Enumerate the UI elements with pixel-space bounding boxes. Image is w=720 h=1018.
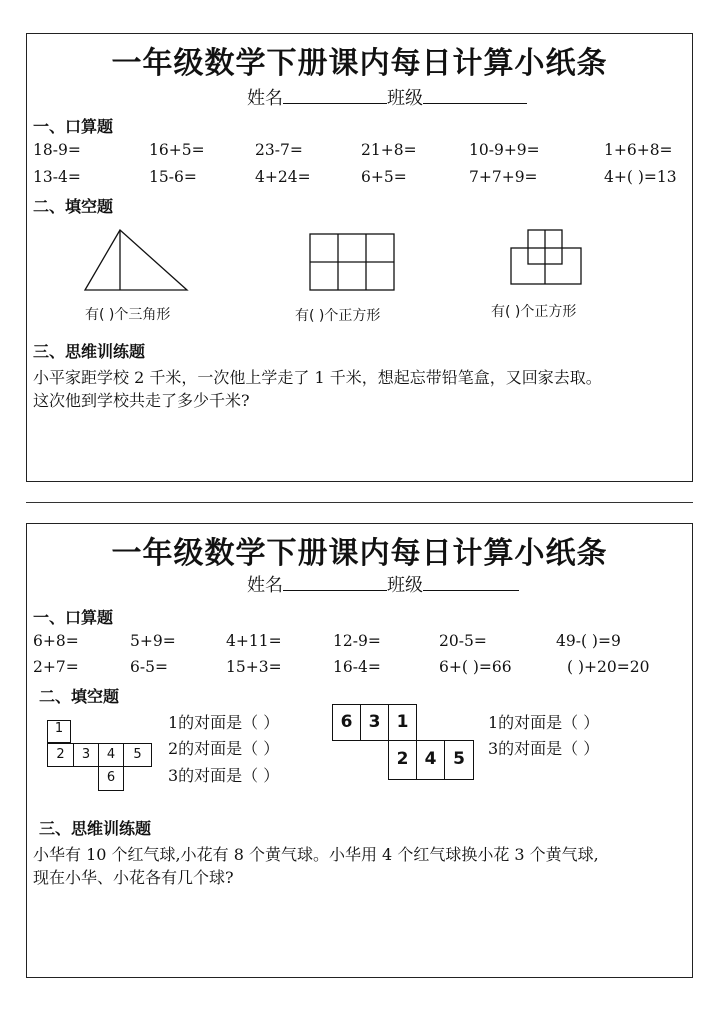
grid-squares-figure [308, 232, 398, 292]
cube-face: 1 [47, 720, 71, 743]
name-field[interactable] [283, 574, 387, 591]
name-field[interactable] [283, 87, 387, 104]
problem-text: 这次他到学校共走了多少千米? [33, 391, 250, 410]
cube-face: 5 [123, 743, 152, 767]
cube-face: 5 [444, 740, 474, 780]
figure-label: 有( )个正方形 [491, 304, 577, 320]
equation: 4+24= [255, 168, 311, 186]
cube-face: 1 [388, 704, 417, 741]
name-class-line [247, 571, 519, 597]
name-label: 姓名 [247, 88, 283, 109]
equation: 13-4= [33, 168, 81, 186]
cube-face: 4 [98, 743, 124, 767]
equation: 23-7= [255, 141, 303, 159]
equation: 16+5= [149, 141, 205, 159]
worksheet-card-2 [26, 523, 693, 978]
section-thinking-heading: 三、思维训练题 [33, 342, 146, 361]
cube-face: 2 [388, 740, 417, 780]
equation: 4+11= [226, 632, 282, 650]
cube-face: 4 [416, 740, 445, 780]
triangle-figure [83, 228, 191, 292]
class-label: 班级 [387, 88, 423, 109]
name-class-line [247, 84, 527, 110]
name-label: 姓名 [247, 575, 283, 596]
net-question: 2的对面是（ ） [168, 739, 280, 758]
net-question: 1的对面是（ ） [168, 713, 280, 732]
card-title: 一年级数学下册课内每日计算小纸条 [111, 46, 608, 81]
equation: 5+9= [130, 632, 176, 650]
cube-face: 6 [98, 766, 124, 791]
equation: ( )+20=20 [567, 658, 650, 676]
equation: 16-4= [333, 658, 381, 676]
equation: 49-( )=9 [556, 632, 621, 650]
equation: 21+8= [361, 141, 417, 159]
equation: 12-9= [333, 632, 381, 650]
section-oral-heading: 一、口算题 [33, 117, 114, 136]
problem-text: 现在小华、小花各有几个球? [33, 868, 234, 887]
cube-face: 3 [73, 743, 99, 767]
equation: 2+7= [33, 658, 79, 676]
class-field[interactable] [423, 87, 527, 104]
net-question: 1的对面是（ ） [488, 713, 600, 732]
cube-face: 2 [47, 743, 74, 767]
section-oral-heading: 一、口算题 [33, 608, 114, 627]
card-title: 一年级数学下册课内每日计算小纸条 [111, 536, 608, 571]
equation: 6+5= [361, 168, 407, 186]
worksheet-card-1 [26, 33, 693, 482]
equation: 20-5= [439, 632, 487, 650]
divider-line [26, 502, 693, 503]
figure-label: 有( )个三角形 [85, 307, 171, 323]
net-question: 3的对面是（ ） [168, 766, 280, 785]
cube-face: 3 [360, 704, 389, 741]
cube-face: 6 [332, 704, 361, 741]
overlap-squares-figure [508, 228, 584, 288]
section-fill-heading: 二、填空题 [39, 687, 120, 706]
net-question: 3的对面是（ ） [488, 739, 600, 758]
equation: 1+6+8= [604, 141, 673, 159]
section-fill-heading: 二、填空题 [33, 197, 114, 216]
equation: 15+3= [226, 658, 282, 676]
section-thinking-heading: 三、思维训练题 [39, 819, 152, 838]
problem-text: 小平家距学校 2 千米，一次他上学走了 1 千米，想起忘带铅笔盒，又回家去取。 [33, 368, 602, 387]
equation: 6+8= [33, 632, 79, 650]
class-field[interactable] [423, 574, 519, 591]
equation: 15-6= [149, 168, 197, 186]
equation: 18-9= [33, 141, 81, 159]
equation: 7+7+9= [469, 168, 538, 186]
equation: 6-5= [130, 658, 168, 676]
figure-label: 有( )个正方形 [295, 308, 381, 324]
equation: 6+( )=66 [439, 658, 512, 676]
equation: 4+( )=13 [604, 168, 677, 186]
class-label: 班级 [387, 575, 423, 596]
problem-text: 小华有 10 个红气球,小花有 8 个黄气球。小华用 4 个红气球换小花 3 个黄气球, [33, 845, 599, 864]
equation: 10-9+9= [469, 141, 540, 159]
